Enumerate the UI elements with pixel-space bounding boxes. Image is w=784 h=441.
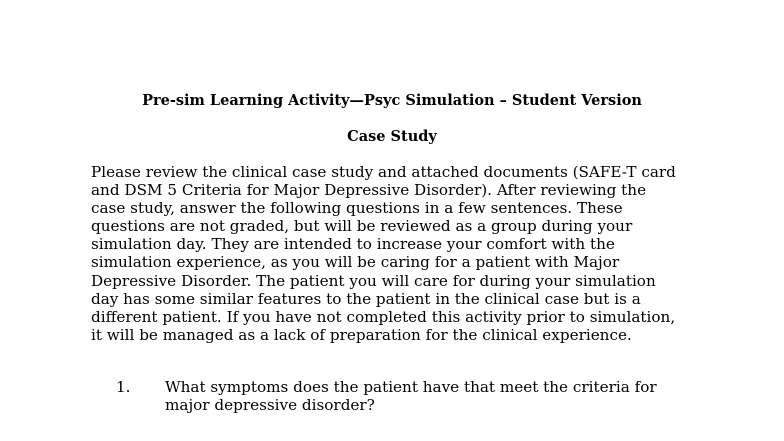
paragraph-line: simulation day. They are intended to increase your comfort with the <box>91 235 615 254</box>
paragraph-line: case study, answer the following questions in a few sentences. These <box>91 199 623 218</box>
paragraph-line: and DSM 5 Criteria for Major Depressive Disorder). After reviewing the <box>91 181 647 200</box>
paragraph-line: simulation experience, as you will be caring for a patient with Major <box>91 253 620 272</box>
paragraph-line: different patient. If you have not completed this activity prior to simulation, <box>91 307 676 326</box>
paragraph-line: it will be managed as a lack of preparation for the clinical experience. <box>91 325 632 344</box>
paragraph-line: day has some similar features to the patient in the clinical case but is a <box>91 289 641 308</box>
paragraph-line: questions are not graded, but will be reviewed as a group during your <box>91 217 633 236</box>
document-title: Pre-sim Learning Activity—Psyc Simulation – Student Version <box>142 92 642 109</box>
question-item <box>0 378 784 415</box>
paragraph-line: Depressive Disorder. The patient you will care for during your simulation <box>91 271 656 290</box>
question-line: major depressive disorder? <box>165 396 375 415</box>
paragraph-line: Please review the clinical case study and attached documents (SAFE-T card <box>91 163 676 181</box>
question-text <box>165 378 657 415</box>
question-line: What symptoms does the patient have that meet the criteria for <box>165 377 657 396</box>
question-number: 1. <box>116 377 131 396</box>
instructions-paragraph <box>91 163 784 344</box>
document-subtitle: Case Study <box>347 128 437 145</box>
